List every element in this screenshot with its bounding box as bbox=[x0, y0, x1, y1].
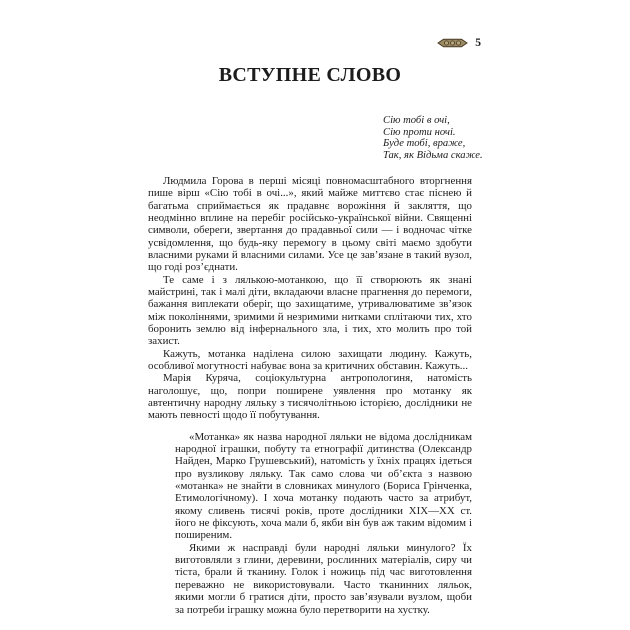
page-header bbox=[437, 37, 481, 49]
epigraph-line: Так, як Відьма скаже. bbox=[383, 150, 483, 162]
epigraph bbox=[383, 115, 483, 162]
braid-bead bbox=[445, 41, 449, 45]
text-column bbox=[148, 0, 483, 616]
page-title: ВСТУПНЕ СЛОВО bbox=[218, 64, 402, 86]
body-paragraph: Те саме і з лялькою-мотанкою, що її створюють як знані майстрині, так і малі діти, вкладаючи власне прагнення до перемоги, бажання виплекати оберіг, що захищатиме, утривалюватиме зв’язок між поколіннями, зримими й незримими нитками сплітаючи тих, хто боронить землю від інфернального зла, і тих, хто молить про той захист. bbox=[148, 273, 472, 348]
quote-paragraph: Якими ж насправді були народні ляльки минулого? Їх виготовляли з глини, деревини, рослинних матеріалів, сиру чи тіста, брали й тканину. Голок і ножиць під час виготовлення переважно не використовували. Часто тканинних ляльок, якими могли б гратися діти, просто зав’язували вузлом, щоби за потреби іграшку можна було перетворити на хустку. bbox=[175, 541, 472, 616]
epigraph-line: Сію тобі в очі, bbox=[383, 115, 450, 126]
body-paragraph: Марія Куряча, соціокультурна антропологиня, натомість наголошує, що, попри поширене уявлення про мотанку як автентичну народну ляльку з тисячолітньою історією, дослідники не мають певності щодо її побутування. bbox=[148, 372, 472, 422]
body-paragraph: Людмила Горова в перші місяці повномасштабного вторгнення пише вірш «Сію тобі в очі...», який майже миттєво стає піснею й багатьма сприймається як прадавнє ворожіння й закляття, що неодмінно вплине на перебіг російсько-української війни. Священні символи, обереги, звертання до прадавньої сили — і водночас чітке усвідомлення, що будь-яку перемогу в цьому світі маємо здобути власними руками й власними силами. Усе це зав’язане в такий вузол, що годі роз’єднати. bbox=[148, 174, 472, 274]
braid-bead bbox=[451, 41, 455, 45]
body-paragraph: Кажуть, мотанка наділена силою захищати людину. Кажуть, особливої могутності набуває вона за критичних обставин. Кажуть... bbox=[148, 347, 472, 372]
epigraph-line: Буде тобі, враже, bbox=[383, 138, 466, 150]
quote-block bbox=[175, 431, 472, 616]
quote-paragraph: «Мотанка» як назва народної ляльки не відома дослідникам народної іграшки, побуту та етнографії дитинства (Олександр Найден, Марко Грушевський), натомість у їхніх працях ідеться про вузликову ляльку. Так само слова чи об’єкта з назвою «мотанка» не знайти в словниках минулого (Бориса Грінченка, Етимологічному). І хоча мотанку подають часто за атрибут, якому сливень тисячі років, проте дослідники XIX—XX ст. його не фіксують, хоча мали б, якби він був аж таким відомим і поширеним. bbox=[175, 430, 472, 542]
braid-ornament-icon bbox=[437, 38, 468, 48]
body-text bbox=[148, 175, 472, 616]
braid-bead bbox=[457, 41, 461, 45]
epigraph-line: Сію проти ночі. bbox=[383, 126, 456, 138]
page-number: 5 bbox=[475, 37, 481, 49]
